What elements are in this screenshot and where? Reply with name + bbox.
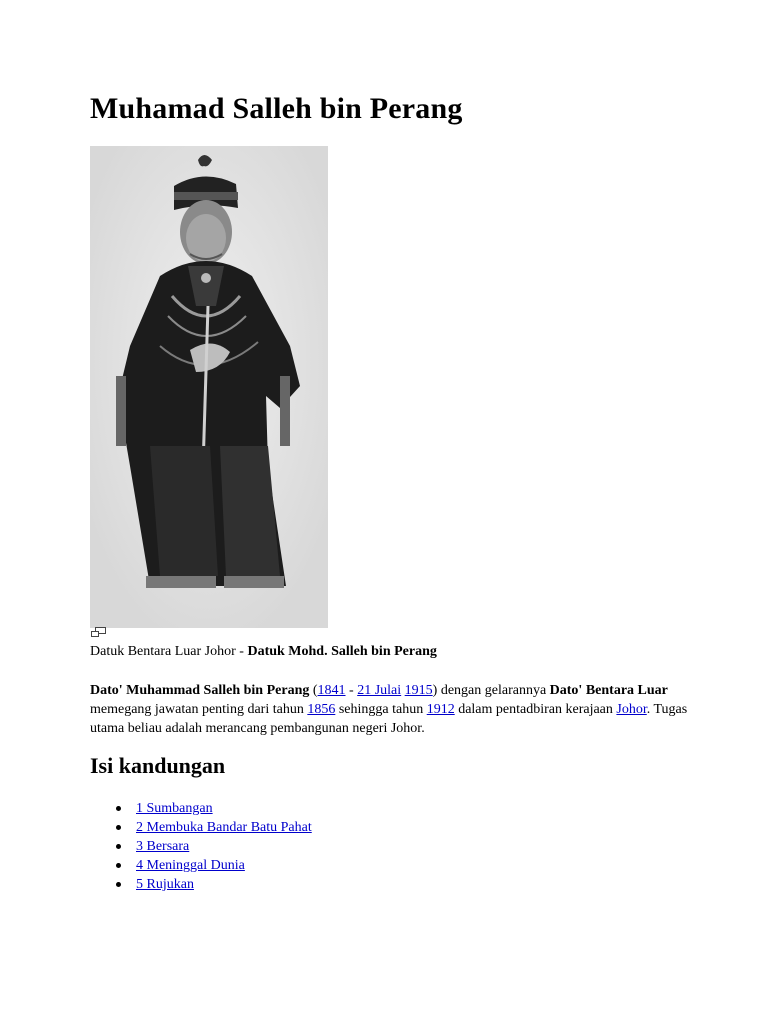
toc-item [90,799,312,818]
toc-list [90,799,312,894]
toc-link-sumbangan[interactable]: 1 Sumbangan [136,801,213,816]
link-end-year[interactable]: 1912 [426,702,455,717]
toc-link-bersara[interactable]: 3 Bersara [136,839,190,854]
person-title: Dato' Bentara Luar [549,683,668,698]
intro-text-3: sehingga tahun [335,702,427,717]
intro-text-1: ) dengan gelarannya [432,683,550,698]
intro-paragraph [90,681,690,738]
link-death-year[interactable]: 1915 [404,683,433,698]
intro-text-4: dalam pentadbiran kerajaan [454,702,617,717]
caption-name: Datuk Mohd. Salleh bin Perang [247,644,437,659]
page-title: Muhamad Salleh bin Perang [90,92,463,125]
toc-item [90,856,312,875]
intro-text-5: . Tugas utama beliau adalah merancang pembangunan negeri Johor. [90,702,688,736]
link-birth-year[interactable]: 1841 [317,683,346,698]
toc-item [90,875,312,894]
bullet-icon [116,844,121,849]
link-death-date[interactable]: 21 Julai [357,683,402,698]
portrait-photo [90,146,328,628]
bullet-icon [116,825,121,830]
toc-link-meninggal-dunia[interactable]: 4 Meninggal Dunia [136,858,245,873]
date-dash: - [345,683,358,698]
toc-item [90,818,312,837]
link-start-year[interactable]: 1856 [307,702,336,717]
figure-caption [90,644,437,660]
intro-text-2: memegang jawatan penting dari tahun [90,702,308,717]
toc-link-rujukan[interactable]: 5 Rujukan [136,877,194,892]
paren-open: ( [309,683,318,698]
person-name: Dato' Muhammad Salleh bin Perang [90,683,310,698]
caption-text: Datuk Bentara Luar Johor - [90,644,248,659]
toc-heading: Isi kandungan [90,753,226,778]
toc-link-membuka-bandar[interactable]: 2 Membuka Bandar Batu Pahat [136,820,312,835]
enlarge-icon[interactable] [91,627,106,638]
toc-item [90,837,312,856]
bullet-icon [116,806,121,811]
bullet-icon [116,882,121,887]
link-johor[interactable]: Johor [616,702,647,717]
bullet-icon [116,863,121,868]
